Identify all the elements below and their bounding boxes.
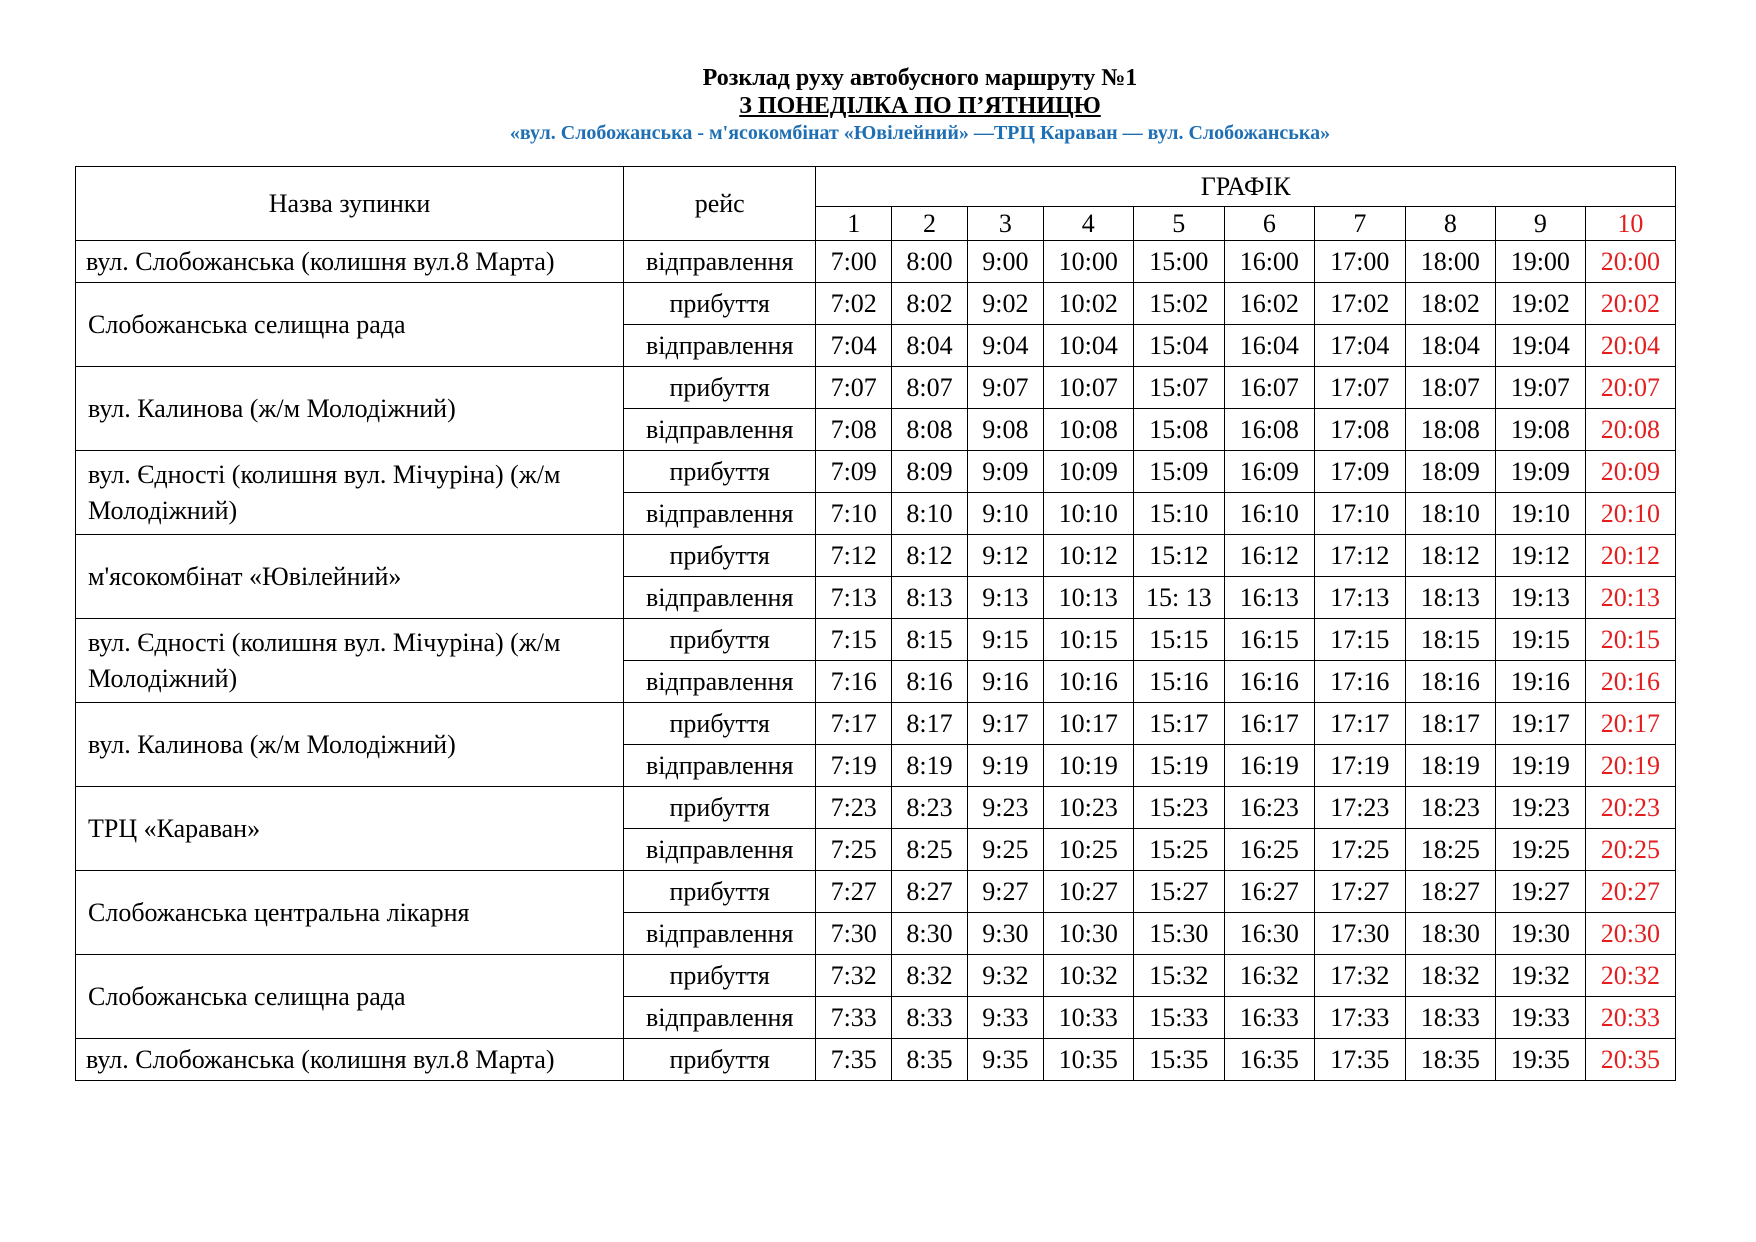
- time-cell: 7:10: [816, 493, 892, 535]
- time-cell: 18:30: [1405, 913, 1495, 955]
- time-cell: 15:17: [1133, 703, 1224, 745]
- stop-name: вул. Калинова (ж/м Молодіжний): [76, 367, 624, 451]
- time-cell: 17:23: [1314, 787, 1405, 829]
- time-cell: 8:12: [892, 535, 968, 577]
- time-cell: 19:32: [1495, 955, 1585, 997]
- time-cell: 9:16: [967, 661, 1043, 703]
- time-cell: 10:17: [1043, 703, 1133, 745]
- time-cell: 18:04: [1405, 325, 1495, 367]
- time-cell: 19:33: [1495, 997, 1585, 1039]
- schedule-number-8: 8: [1405, 207, 1495, 241]
- time-cell: 20:23: [1585, 787, 1675, 829]
- table-row: [76, 1039, 1676, 1081]
- time-cell: 9:13: [967, 577, 1043, 619]
- time-cell: 19:23: [1495, 787, 1585, 829]
- time-cell: 9:23: [967, 787, 1043, 829]
- trip-type: прибуття: [624, 955, 816, 997]
- time-cell: 19:15: [1495, 619, 1585, 661]
- time-cell: 20:00: [1585, 241, 1675, 283]
- time-cell: 19:04: [1495, 325, 1585, 367]
- schedule-number-2: 2: [892, 207, 968, 241]
- time-cell: 18:16: [1405, 661, 1495, 703]
- time-cell: 8:35: [892, 1039, 968, 1081]
- time-cell: 7:25: [816, 829, 892, 871]
- time-cell: 7:17: [816, 703, 892, 745]
- time-cell: 17:19: [1314, 745, 1405, 787]
- trip-type: прибуття: [624, 787, 816, 829]
- trip-type: відправлення: [624, 745, 816, 787]
- stop-name: вул. Слобожанська (колишня вул.8 Марта): [76, 1039, 624, 1081]
- schedule-number-6: 6: [1224, 207, 1314, 241]
- time-cell: 17:15: [1314, 619, 1405, 661]
- time-cell: 15:10: [1133, 493, 1224, 535]
- time-cell: 15:23: [1133, 787, 1224, 829]
- time-cell: 15: 13: [1133, 577, 1224, 619]
- time-cell: 17:04: [1314, 325, 1405, 367]
- time-cell: 17:17: [1314, 703, 1405, 745]
- time-cell: 17:10: [1314, 493, 1405, 535]
- time-cell: 19:10: [1495, 493, 1585, 535]
- time-cell: 9:33: [967, 997, 1043, 1039]
- time-cell: 20:35: [1585, 1039, 1675, 1081]
- time-cell: 15:32: [1133, 955, 1224, 997]
- time-cell: 17:08: [1314, 409, 1405, 451]
- trip-type: прибуття: [624, 451, 816, 493]
- schedule-number-7: 7: [1314, 207, 1405, 241]
- time-cell: 16:07: [1224, 367, 1314, 409]
- time-cell: 10:04: [1043, 325, 1133, 367]
- time-cell: 9:15: [967, 619, 1043, 661]
- table-row: [76, 535, 1676, 577]
- stop-name-header: Назва зупинки: [76, 167, 624, 241]
- time-cell: 16:19: [1224, 745, 1314, 787]
- trip-type: прибуття: [624, 367, 816, 409]
- time-cell: 17:12: [1314, 535, 1405, 577]
- stop-name: м'ясокомбінат «Ювілейний»: [76, 535, 624, 619]
- time-cell: 20:12: [1585, 535, 1675, 577]
- table-row: [76, 619, 1676, 661]
- stop-name: вул. Слобожанська (колишня вул.8 Марта): [76, 241, 624, 283]
- trip-type: відправлення: [624, 325, 816, 367]
- time-cell: 20:19: [1585, 745, 1675, 787]
- time-cell: 17:02: [1314, 283, 1405, 325]
- time-cell: 9:09: [967, 451, 1043, 493]
- time-cell: 19:02: [1495, 283, 1585, 325]
- time-cell: 17:09: [1314, 451, 1405, 493]
- time-cell: 15:30: [1133, 913, 1224, 955]
- time-cell: 10:08: [1043, 409, 1133, 451]
- time-cell: 16:15: [1224, 619, 1314, 661]
- time-cell: 8:30: [892, 913, 968, 955]
- time-cell: 18:13: [1405, 577, 1495, 619]
- time-cell: 18:25: [1405, 829, 1495, 871]
- time-cell: 18:32: [1405, 955, 1495, 997]
- time-cell: 19:35: [1495, 1039, 1585, 1081]
- time-cell: 15:12: [1133, 535, 1224, 577]
- schedule-number-3: 3: [967, 207, 1043, 241]
- trip-type: прибуття: [624, 703, 816, 745]
- document-header: [0, 64, 1756, 146]
- time-cell: 9:19: [967, 745, 1043, 787]
- trip-type: прибуття: [624, 535, 816, 577]
- table-row: [76, 787, 1676, 829]
- table-row: [76, 283, 1676, 325]
- time-cell: 7:02: [816, 283, 892, 325]
- time-cell: 20:02: [1585, 283, 1675, 325]
- time-cell: 10:02: [1043, 283, 1133, 325]
- time-cell: 18:12: [1405, 535, 1495, 577]
- time-cell: 15:08: [1133, 409, 1224, 451]
- document-subtitle: З ПОНЕДІЛКА ПО П’ЯТНИЦЮ: [739, 93, 1101, 119]
- time-cell: 8:09: [892, 451, 968, 493]
- stop-name: Слобожанська селищна рада: [76, 955, 624, 1039]
- schedule-body: [76, 241, 1676, 1081]
- trip-type: відправлення: [624, 493, 816, 535]
- time-cell: 7:07: [816, 367, 892, 409]
- time-cell: 10:00: [1043, 241, 1133, 283]
- time-cell: 17:00: [1314, 241, 1405, 283]
- time-cell: 8:04: [892, 325, 968, 367]
- time-cell: 8:16: [892, 661, 968, 703]
- time-cell: 15:25: [1133, 829, 1224, 871]
- time-cell: 20:04: [1585, 325, 1675, 367]
- time-cell: 7:08: [816, 409, 892, 451]
- time-cell: 16:27: [1224, 871, 1314, 913]
- time-cell: 15:04: [1133, 325, 1224, 367]
- time-cell: 8:25: [892, 829, 968, 871]
- schedule-number-4: 4: [1043, 207, 1133, 241]
- time-cell: 16:17: [1224, 703, 1314, 745]
- trip-type: прибуття: [624, 871, 816, 913]
- stop-name: вул. Калинова (ж/м Молодіжний): [76, 703, 624, 787]
- time-cell: 7:23: [816, 787, 892, 829]
- time-cell: 20:09: [1585, 451, 1675, 493]
- time-cell: 8:33: [892, 997, 968, 1039]
- time-cell: 20:27: [1585, 871, 1675, 913]
- time-cell: 10:23: [1043, 787, 1133, 829]
- time-cell: 20:10: [1585, 493, 1675, 535]
- time-cell: 15:15: [1133, 619, 1224, 661]
- stop-name: вул. Єдності (колишня вул. Мічуріна) (ж/м Молодіжний): [76, 619, 624, 703]
- time-cell: 7:13: [816, 577, 892, 619]
- time-cell: 7:09: [816, 451, 892, 493]
- time-cell: 9:25: [967, 829, 1043, 871]
- time-cell: 20:32: [1585, 955, 1675, 997]
- time-cell: 9:07: [967, 367, 1043, 409]
- time-cell: 20:13: [1585, 577, 1675, 619]
- time-cell: 20:15: [1585, 619, 1675, 661]
- time-cell: 10:12: [1043, 535, 1133, 577]
- time-cell: 15:35: [1133, 1039, 1224, 1081]
- time-cell: 9:27: [967, 871, 1043, 913]
- time-cell: 16:25: [1224, 829, 1314, 871]
- table-row: [76, 241, 1676, 283]
- time-cell: 15:19: [1133, 745, 1224, 787]
- stop-name: Слобожанська центральна лікарня: [76, 871, 624, 955]
- time-cell: 17:25: [1314, 829, 1405, 871]
- time-cell: 18:08: [1405, 409, 1495, 451]
- time-cell: 16:09: [1224, 451, 1314, 493]
- trip-type: відправлення: [624, 997, 816, 1039]
- time-cell: 19:16: [1495, 661, 1585, 703]
- time-cell: 20:33: [1585, 997, 1675, 1039]
- time-cell: 16:32: [1224, 955, 1314, 997]
- time-cell: 16:33: [1224, 997, 1314, 1039]
- time-cell: 20:30: [1585, 913, 1675, 955]
- time-cell: 18:23: [1405, 787, 1495, 829]
- trip-type: відправлення: [624, 409, 816, 451]
- time-cell: 15:07: [1133, 367, 1224, 409]
- trip-header: рейс: [624, 167, 816, 241]
- time-cell: 18:27: [1405, 871, 1495, 913]
- trip-type: відправлення: [624, 661, 816, 703]
- time-cell: 17:13: [1314, 577, 1405, 619]
- time-cell: 16:12: [1224, 535, 1314, 577]
- time-cell: 19:09: [1495, 451, 1585, 493]
- table-row: [76, 955, 1676, 997]
- time-cell: 7:35: [816, 1039, 892, 1081]
- time-cell: 16:00: [1224, 241, 1314, 283]
- schedule-number-10: 10: [1585, 207, 1675, 241]
- time-cell: 17:32: [1314, 955, 1405, 997]
- time-cell: 18:15: [1405, 619, 1495, 661]
- time-cell: 10:35: [1043, 1039, 1133, 1081]
- time-cell: 16:04: [1224, 325, 1314, 367]
- time-cell: 17:30: [1314, 913, 1405, 955]
- time-cell: 7:00: [816, 241, 892, 283]
- time-cell: 9:12: [967, 535, 1043, 577]
- time-cell: 19:25: [1495, 829, 1585, 871]
- time-cell: 10:09: [1043, 451, 1133, 493]
- time-cell: 8:19: [892, 745, 968, 787]
- time-cell: 7:33: [816, 997, 892, 1039]
- schedule-table: [75, 166, 1676, 1081]
- trip-type: відправлення: [624, 913, 816, 955]
- time-cell: 18:00: [1405, 241, 1495, 283]
- time-cell: 9:30: [967, 913, 1043, 955]
- time-cell: 9:17: [967, 703, 1043, 745]
- time-cell: 8:13: [892, 577, 968, 619]
- time-cell: 17:16: [1314, 661, 1405, 703]
- time-cell: 8:32: [892, 955, 968, 997]
- time-cell: 19:13: [1495, 577, 1585, 619]
- time-cell: 7:27: [816, 871, 892, 913]
- schedule-number-5: 5: [1133, 207, 1224, 241]
- schedule-number-9: 9: [1495, 207, 1585, 241]
- time-cell: 9:35: [967, 1039, 1043, 1081]
- time-cell: 8:23: [892, 787, 968, 829]
- time-cell: 19:08: [1495, 409, 1585, 451]
- time-cell: 17:27: [1314, 871, 1405, 913]
- time-cell: 9:10: [967, 493, 1043, 535]
- time-cell: 15:33: [1133, 997, 1224, 1039]
- time-cell: 9:04: [967, 325, 1043, 367]
- schedule-header: ГРАФІК: [816, 167, 1676, 207]
- table-row: [76, 871, 1676, 913]
- time-cell: 19:07: [1495, 367, 1585, 409]
- time-cell: 9:32: [967, 955, 1043, 997]
- time-cell: 7:19: [816, 745, 892, 787]
- time-cell: 10:32: [1043, 955, 1133, 997]
- time-cell: 19:30: [1495, 913, 1585, 955]
- time-cell: 16:08: [1224, 409, 1314, 451]
- trip-type: відправлення: [624, 241, 816, 283]
- time-cell: 8:00: [892, 241, 968, 283]
- time-cell: 16:10: [1224, 493, 1314, 535]
- time-cell: 7:15: [816, 619, 892, 661]
- time-cell: 19:27: [1495, 871, 1585, 913]
- time-cell: 15:16: [1133, 661, 1224, 703]
- time-cell: 16:30: [1224, 913, 1314, 955]
- time-cell: 8:17: [892, 703, 968, 745]
- time-cell: 7:12: [816, 535, 892, 577]
- time-cell: 7:04: [816, 325, 892, 367]
- time-cell: 7:30: [816, 913, 892, 955]
- time-cell: 18:09: [1405, 451, 1495, 493]
- stop-name: вул. Єдності (колишня вул. Мічуріна) (ж/м Молодіжний): [76, 451, 624, 535]
- time-cell: 17:33: [1314, 997, 1405, 1039]
- table-row: [76, 367, 1676, 409]
- time-cell: 10:30: [1043, 913, 1133, 955]
- time-cell: 7:16: [816, 661, 892, 703]
- schedule-number-1: 1: [816, 207, 892, 241]
- time-cell: 10:13: [1043, 577, 1133, 619]
- table-row: [76, 451, 1676, 493]
- time-cell: 10:25: [1043, 829, 1133, 871]
- time-cell: 16:02: [1224, 283, 1314, 325]
- time-cell: 16:35: [1224, 1039, 1314, 1081]
- time-cell: 18:17: [1405, 703, 1495, 745]
- stop-name: Слобожанська селищна рада: [76, 283, 624, 367]
- trip-type: прибуття: [624, 619, 816, 661]
- time-cell: 20:07: [1585, 367, 1675, 409]
- time-cell: 8:07: [892, 367, 968, 409]
- time-cell: 18:10: [1405, 493, 1495, 535]
- time-cell: 10:33: [1043, 997, 1133, 1039]
- time-cell: 10:19: [1043, 745, 1133, 787]
- time-cell: 8:10: [892, 493, 968, 535]
- time-cell: 16:13: [1224, 577, 1314, 619]
- time-cell: 9:02: [967, 283, 1043, 325]
- trip-type: відправлення: [624, 829, 816, 871]
- time-cell: 19:12: [1495, 535, 1585, 577]
- time-cell: 15:27: [1133, 871, 1224, 913]
- time-cell: 15:02: [1133, 283, 1224, 325]
- time-cell: 15:09: [1133, 451, 1224, 493]
- time-cell: 18:19: [1405, 745, 1495, 787]
- time-cell: 8:02: [892, 283, 968, 325]
- time-cell: 18:07: [1405, 367, 1495, 409]
- time-cell: 7:32: [816, 955, 892, 997]
- time-cell: 20:17: [1585, 703, 1675, 745]
- time-cell: 19:19: [1495, 745, 1585, 787]
- time-cell: 16:23: [1224, 787, 1314, 829]
- time-cell: 20:08: [1585, 409, 1675, 451]
- time-cell: 19:17: [1495, 703, 1585, 745]
- time-cell: 18:02: [1405, 283, 1495, 325]
- time-cell: 8:08: [892, 409, 968, 451]
- time-cell: 8:27: [892, 871, 968, 913]
- stop-name: ТРЦ «Караван»: [76, 787, 624, 871]
- time-cell: 15:00: [1133, 241, 1224, 283]
- time-cell: 9:00: [967, 241, 1043, 283]
- time-cell: 10:16: [1043, 661, 1133, 703]
- time-cell: 19:00: [1495, 241, 1585, 283]
- time-cell: 10:10: [1043, 493, 1133, 535]
- time-cell: 18:35: [1405, 1039, 1495, 1081]
- time-cell: 9:08: [967, 409, 1043, 451]
- route-description: «вул. Слобожанська - м'ясокомбінат «Ювілейний» —ТРЦ Караван — вул. Слобожанська»: [509, 122, 1331, 144]
- trip-type: прибуття: [624, 283, 816, 325]
- time-cell: 8:15: [892, 619, 968, 661]
- time-cell: 10:07: [1043, 367, 1133, 409]
- trip-type: прибуття: [624, 1039, 816, 1081]
- trip-type: відправлення: [624, 577, 816, 619]
- time-cell: 18:33: [1405, 997, 1495, 1039]
- time-cell: 20:16: [1585, 661, 1675, 703]
- time-cell: 17:07: [1314, 367, 1405, 409]
- time-cell: 10:15: [1043, 619, 1133, 661]
- time-cell: 10:27: [1043, 871, 1133, 913]
- time-cell: 16:16: [1224, 661, 1314, 703]
- table-row: [76, 703, 1676, 745]
- header-row-1: [76, 167, 1676, 207]
- document-title: Розклад руху автобусного маршруту №1: [702, 65, 1138, 91]
- time-cell: 17:35: [1314, 1039, 1405, 1081]
- time-cell: 20:25: [1585, 829, 1675, 871]
